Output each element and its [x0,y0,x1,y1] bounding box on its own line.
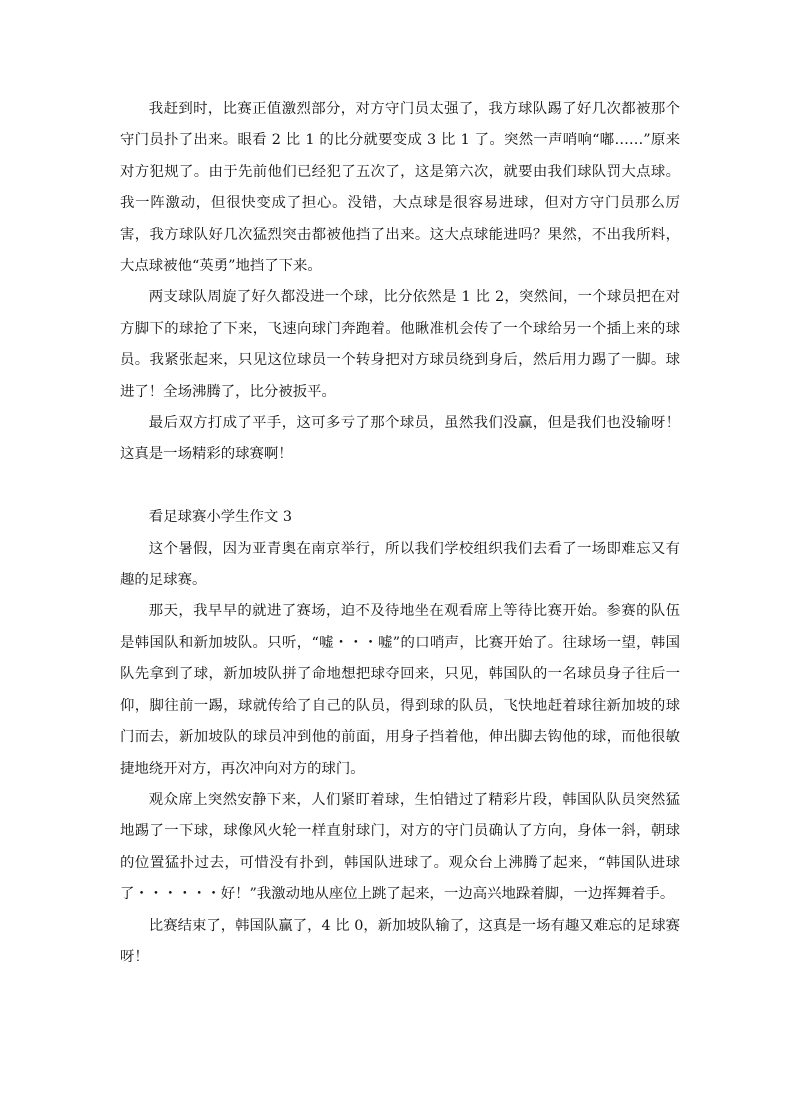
paragraph: 比赛结束了，韩国队赢了，4 比 0，新加坡队输了，这真是一场有趣又难忘的足球赛呀！ [120,917,680,965]
paragraph: 我赶到时，比赛正值激烈部分，对方守门员太强了，我方球队踢了好几次都被那个守门员扑了出来。眼看 2 比 1 的比分就要变成 3 比 1 了。突然一声哨响“嘟……”原来对方犯规了。由于先前他们已经犯了五次了，这是第六次，就要由我们球队罚大点球。我一阵激动，但很快变成了担心。没错，大点球是很容易进球，但对方守门员那么厉害，我方球队好几次猛烈突击都被他挡了出来。这大点球能进吗？果然，不出我所料，大点球被他“英勇”地挡了下来。 [120,101,680,275]
paragraph: 那天，我早早的就进了赛场，迫不及待地坐在观看席上等待比赛开始。参赛的队伍是韩国队和新加坡队。只听，“嘘・・・嘘”的口哨声，比赛开始了。往球场一望，韩国队先拿到了球，新加坡队拼了命地想把球夺回来，只见，韩国队的一名球员身子往后一仰，脚往前一踢，球就传给了自己的队员，得到球的队员，飞快地赶着球往新加坡的球门而去，新加坡队的球员冲到他的前面，用身子挡着他，伸出脚去钩他的球，而他很敏捷地绕开对方，再次冲向对方的球门。 [120,603,680,777]
section-title: 看足球赛小学生作文 3 [148,509,293,526]
paragraph: 最后双方打成了平手，这可多亏了那个球员，虽然我们没赢，但是我们也没输呀！这真是一场精彩的球赛啊！ [120,415,680,463]
paragraph: 两支球队周旋了好久都没进一个球，比分依然是 1 比 2，突然间，一个球员把在对方脚下的球抢了下来，飞速向球门奔跑着。他瞅准机会传了一个球给另一个插上来的球员。我紧张起来，只见这位球员一个转身把对方球员绕到身后，然后用力踢了一脚。球进了！全场沸腾了，比分被扳平。 [120,289,680,400]
essay-body [120,94,680,973]
paragraph: 观众席上突然安静下来，人们紧盯着球，生怕错过了精彩片段，韩国队队员突然猛地踢了一下球，球像风火轮一样直射球门，对方的守门员确认了方向，身体一斜，朝球的位置猛扑过去，可惜没有扑到，韩国队进球了。观众台上沸腾了起来，“韩国队进球了・・・・・・好！”我激动地从座位上跳了起来，一边高兴地跺着脚，一边挥舞着手。 [120,791,680,903]
paragraph: 这个暑假，因为亚青奥在南京举行，所以我们学校组织我们去看了一场即难忘又有趣的足球赛。 [120,540,680,589]
